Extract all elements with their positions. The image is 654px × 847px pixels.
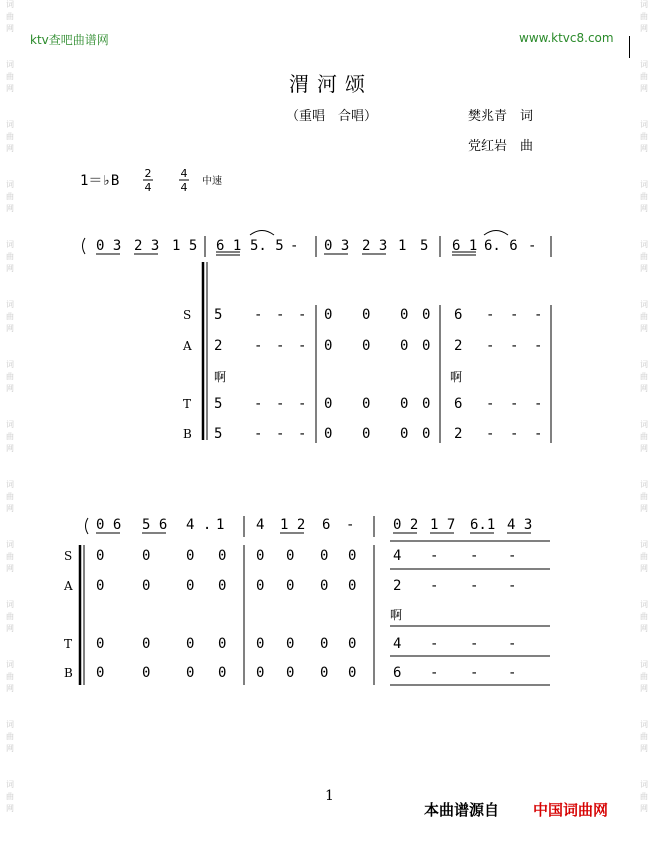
part-note: 0	[256, 665, 265, 681]
part-note: 0	[320, 548, 329, 564]
part-note: 0	[400, 426, 409, 442]
watermark-char: 网	[6, 84, 14, 93]
part-note: 0	[400, 307, 409, 323]
watermark-char: 曲	[640, 312, 648, 321]
part-note: -	[508, 578, 517, 594]
lyric-alto-system-1-a: 啊	[214, 370, 227, 384]
footer-source-label: 本曲谱源自	[424, 801, 500, 819]
watermark-char: 曲	[640, 732, 648, 741]
part-note: 0	[348, 665, 357, 681]
part-note: 0	[96, 548, 105, 564]
part-note: 0	[362, 307, 371, 323]
part-note: -	[510, 426, 519, 442]
melody-note: 6.1	[470, 517, 496, 533]
lyricist-credit: 樊兆青 词	[468, 109, 534, 124]
part-note: 2	[393, 578, 402, 594]
melody-note: 1	[216, 517, 225, 533]
watermark-char: 网	[640, 504, 648, 513]
part-note: 4	[393, 548, 402, 564]
part-note: -	[298, 426, 307, 442]
watermark-char: 曲	[640, 552, 648, 561]
part-note: 0	[422, 426, 431, 442]
watermark-char: 网	[640, 204, 648, 213]
part-note: 6	[454, 307, 463, 323]
part-note: -	[470, 548, 479, 564]
svg-text:2: 2	[144, 167, 152, 180]
part-note: -	[470, 665, 479, 681]
watermark-char: 曲	[6, 552, 14, 561]
melody-note: 6 1	[452, 238, 478, 254]
part-note: 0	[142, 578, 151, 594]
watermark-char: 网	[640, 684, 648, 693]
watermark-char: 曲	[6, 192, 14, 201]
part-note: 6	[454, 396, 463, 412]
part-note: -	[276, 396, 285, 412]
watermark-char: 网	[6, 504, 14, 513]
melody-note: 1 2	[280, 517, 306, 533]
part-note: 5	[214, 307, 223, 323]
melody-note: 4 3	[507, 517, 533, 533]
watermark-char: 曲	[640, 12, 648, 21]
watermark-char: 词	[640, 180, 648, 189]
part-label: S	[183, 308, 192, 322]
part-note: 0	[400, 338, 409, 354]
part-note: -	[508, 665, 517, 681]
melody-note: 4 .	[186, 517, 212, 533]
part-note: 5	[214, 426, 223, 442]
part-note: 0	[96, 665, 105, 681]
song-title: 渭河颂	[289, 72, 373, 96]
tempo-marking: 中速	[202, 176, 222, 187]
watermark-char: 网	[6, 744, 14, 753]
watermark-char: 曲	[6, 132, 14, 141]
watermark-char: 网	[640, 144, 648, 153]
part-note: 0	[96, 578, 105, 594]
melody-note: 4	[256, 517, 265, 533]
part-note: 0	[186, 578, 195, 594]
watermark-char: 词	[640, 0, 648, 9]
melody-note: -	[346, 517, 355, 533]
watermark-char: 曲	[6, 312, 14, 321]
watermark-char: 词	[6, 480, 14, 489]
watermark-char: 网	[640, 84, 648, 93]
part-note: -	[430, 578, 439, 594]
part-note: -	[534, 307, 543, 323]
part-note: 0	[348, 578, 357, 594]
part-note: -	[510, 396, 519, 412]
watermark-char: 曲	[640, 432, 648, 441]
part-note: -	[486, 396, 495, 412]
watermark-char: 网	[6, 444, 14, 453]
watermark-char: 曲	[6, 252, 14, 261]
part-note: -	[430, 636, 439, 652]
part-note: 4	[393, 636, 402, 652]
part-label: A	[64, 579, 73, 593]
watermark-char: 词	[640, 480, 648, 489]
part-note: 0	[362, 396, 371, 412]
part-label: T	[183, 397, 192, 411]
part-note: -	[276, 307, 285, 323]
part-note: 0	[218, 578, 227, 594]
watermark-char: 词	[6, 600, 14, 609]
song-subtitle: （重唱 合唱）	[286, 109, 378, 124]
watermark-char: 网	[6, 564, 14, 573]
part-note: 0	[320, 636, 329, 652]
part-note: 2	[214, 338, 223, 354]
part-note: 0	[286, 548, 295, 564]
part-note: -	[486, 307, 495, 323]
watermark-char: 词	[640, 600, 648, 609]
part-note: -	[534, 338, 543, 354]
watermark-char: 曲	[640, 132, 648, 141]
watermark-char: 曲	[640, 252, 648, 261]
part-note: -	[430, 665, 439, 681]
part-note: 0	[218, 665, 227, 681]
part-note: -	[486, 426, 495, 442]
watermark-char: 曲	[640, 672, 648, 681]
watermark-char: 词	[640, 540, 648, 549]
part-note: 0	[320, 578, 329, 594]
watermark-char: 曲	[640, 372, 648, 381]
part-note: 0	[422, 396, 431, 412]
part-label: B	[64, 666, 73, 680]
watermark-char: 词	[6, 540, 14, 549]
watermark-char: 曲	[6, 12, 14, 21]
part-note: -	[534, 426, 543, 442]
melody-note: 5 6	[142, 517, 168, 533]
melody-note: 5. 5	[250, 238, 284, 254]
part-note: 0	[324, 307, 333, 323]
watermark-char: 曲	[640, 192, 648, 201]
watermark-char: 网	[640, 384, 648, 393]
lyric-alto-system-2: 啊	[390, 608, 403, 622]
part-note: 0	[186, 548, 195, 564]
melody-note: 0 3	[96, 238, 122, 254]
svg-text:4: 4	[180, 167, 188, 180]
melody-note: 0 6	[96, 517, 122, 533]
melody-note: 1	[398, 238, 407, 254]
watermark-char: 词	[6, 780, 14, 789]
part-note: 6	[393, 665, 402, 681]
watermark-char: 网	[6, 804, 14, 813]
part-label: S	[64, 549, 73, 563]
part-note: -	[430, 548, 439, 564]
part-note: 0	[400, 396, 409, 412]
melody-note: 6. 6	[484, 238, 518, 254]
melody-note: 1 7	[430, 517, 456, 533]
melody-note: -	[528, 238, 537, 254]
watermark-char: 词	[640, 780, 648, 789]
melody-note: 5	[420, 238, 429, 254]
part-note: 0	[286, 578, 295, 594]
part-note: 0	[186, 665, 195, 681]
watermark-char: 网	[640, 24, 648, 33]
part-note: -	[298, 396, 307, 412]
part-label: A	[183, 339, 192, 353]
lyric-alto-system-1-b: 啊	[450, 370, 463, 384]
melody-note: 0 2	[393, 517, 419, 533]
part-note: 0	[286, 636, 295, 652]
part-note: 0	[142, 665, 151, 681]
part-note: 0	[422, 307, 431, 323]
svg-text:4: 4	[180, 181, 188, 193]
part-note: -	[470, 578, 479, 594]
watermark-char: 词	[6, 720, 14, 729]
part-note: -	[486, 338, 495, 354]
watermark-char: 曲	[6, 432, 14, 441]
part-note: 0	[362, 338, 371, 354]
part-label: T	[64, 637, 73, 651]
composer-credit: 党红岩 曲	[468, 139, 534, 154]
part-note: 0	[286, 665, 295, 681]
footer-site-link[interactable]: 中国词曲网	[533, 801, 609, 819]
part-note: -	[534, 396, 543, 412]
part-note: 0	[256, 578, 265, 594]
header-site-url[interactable]: www.ktvc8.com	[519, 31, 614, 45]
watermark-char: 词	[6, 0, 14, 9]
part-note: -	[298, 307, 307, 323]
part-note: 0	[324, 338, 333, 354]
watermark-char: 曲	[640, 792, 648, 801]
key-signature: 1＝♭B	[80, 173, 120, 189]
part-note: -	[510, 307, 519, 323]
watermark-char: 曲	[6, 72, 14, 81]
watermark-char: 网	[640, 444, 648, 453]
watermark-char: 网	[640, 564, 648, 573]
melody-note: 2 3	[134, 238, 160, 254]
watermark-char: 网	[6, 144, 14, 153]
melody-note: 1 5	[172, 238, 198, 254]
watermark-char: 词	[640, 420, 648, 429]
part-note: 0	[320, 665, 329, 681]
watermark-char: 词	[640, 60, 648, 69]
part-note: 0	[256, 548, 265, 564]
part-note: -	[510, 338, 519, 354]
part-note: 0	[422, 338, 431, 354]
part-note: 0	[348, 548, 357, 564]
part-note: 0	[142, 636, 151, 652]
watermark-char: 网	[6, 684, 14, 693]
part-note: 0	[218, 548, 227, 564]
part-note: 0	[142, 548, 151, 564]
part-note: -	[254, 338, 263, 354]
part-note: 0	[348, 636, 357, 652]
part-note: 0	[362, 426, 371, 442]
watermark-char: 网	[640, 624, 648, 633]
part-note: 0	[186, 636, 195, 652]
part-note: 0	[96, 636, 105, 652]
watermark-char: 曲	[6, 672, 14, 681]
watermark-char: 曲	[640, 492, 648, 501]
part-note: 0	[218, 636, 227, 652]
watermark-char: 词	[640, 240, 648, 249]
part-note: 0	[256, 636, 265, 652]
watermark-char: 词	[6, 300, 14, 309]
watermark-char: 词	[6, 360, 14, 369]
part-note: -	[254, 307, 263, 323]
watermark-char: 网	[6, 624, 14, 633]
watermark-char: 曲	[6, 792, 14, 801]
part-note: 0	[324, 396, 333, 412]
watermark-char: 词	[6, 420, 14, 429]
page-number: 1	[325, 788, 334, 804]
part-note: 2	[454, 338, 463, 354]
watermark-char: 曲	[6, 732, 14, 741]
watermark-char: 网	[6, 384, 14, 393]
header-site-name[interactable]: ktv查吧曲谱网	[30, 33, 109, 47]
watermark-char: 词	[6, 60, 14, 69]
watermark-char: 词	[640, 300, 648, 309]
part-note: -	[508, 548, 517, 564]
part-note: -	[470, 636, 479, 652]
melody-note: 0 3	[324, 238, 350, 254]
melody-note: 6	[322, 517, 331, 533]
part-note: 5	[214, 396, 223, 412]
watermark-char: 曲	[6, 612, 14, 621]
watermark-char: 词	[640, 660, 648, 669]
part-note: -	[276, 338, 285, 354]
watermark-char: 词	[6, 180, 14, 189]
watermark-char: 词	[640, 720, 648, 729]
watermark-char: 网	[640, 264, 648, 273]
watermark-char: 词	[640, 120, 648, 129]
watermark-char: 网	[6, 204, 14, 213]
part-label: B	[183, 427, 192, 441]
melody-note: 6 1	[216, 238, 242, 254]
part-note: 0	[324, 426, 333, 442]
part-note: -	[254, 396, 263, 412]
watermark-char: 网	[640, 804, 648, 813]
watermark-char: 网	[6, 264, 14, 273]
watermark-char: 曲	[640, 72, 648, 81]
watermark-char: 词	[640, 360, 648, 369]
watermark-char: 曲	[6, 492, 14, 501]
melody-note: 2 3	[362, 238, 388, 254]
watermark-char: 词	[6, 660, 14, 669]
watermark-char: 网	[640, 744, 648, 753]
part-note: -	[298, 338, 307, 354]
part-note: -	[508, 636, 517, 652]
part-note: 2	[454, 426, 463, 442]
svg-text:4: 4	[144, 181, 152, 193]
watermark-char: 曲	[6, 372, 14, 381]
watermark-char: 词	[6, 240, 14, 249]
watermark-char: 网	[640, 324, 648, 333]
part-note: -	[276, 426, 285, 442]
watermark-char: 网	[6, 24, 14, 33]
watermark-char: 词	[6, 120, 14, 129]
melody-note: -	[290, 238, 299, 254]
part-note: -	[254, 426, 263, 442]
watermark-char: 网	[6, 324, 14, 333]
watermark-char: 曲	[640, 612, 648, 621]
